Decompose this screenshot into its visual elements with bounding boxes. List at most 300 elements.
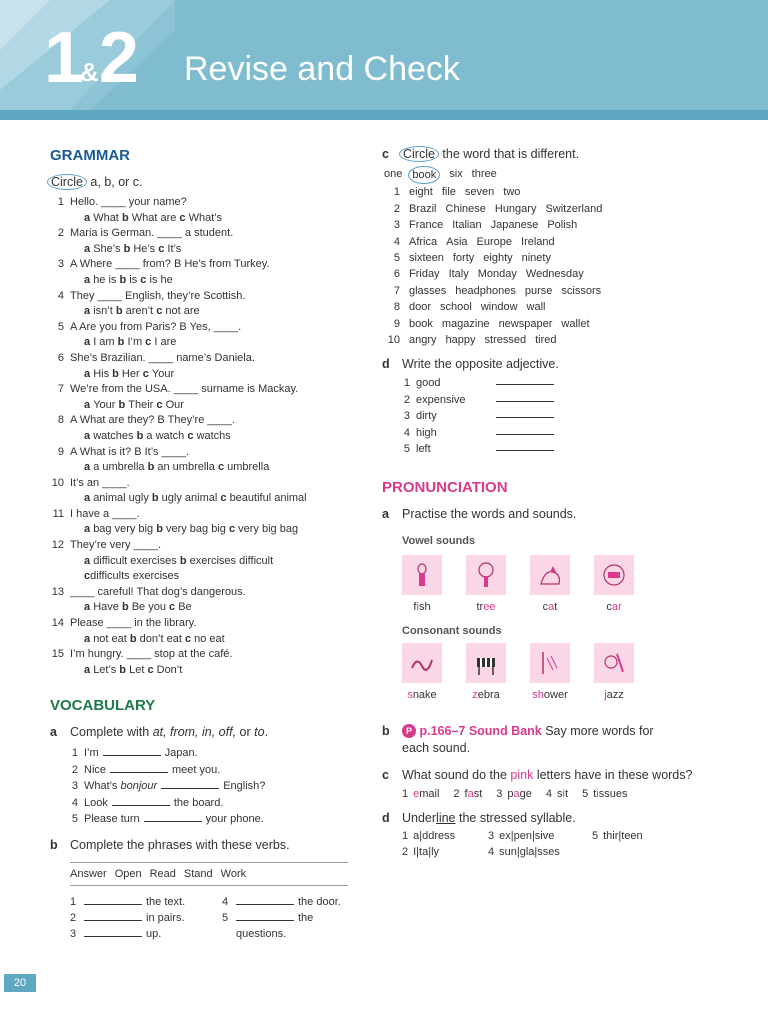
option-letter: a — [84, 663, 94, 676]
word-row — [382, 332, 742, 348]
option-c[interactable]: I are — [154, 336, 177, 349]
sound-word-item: 5 tissues — [582, 787, 628, 800]
option-letter: b — [112, 367, 122, 380]
option-c[interactable]: is he — [149, 273, 173, 286]
word-option[interactable]: Chinese — [445, 202, 486, 215]
right-column — [382, 146, 742, 864]
answer-blank[interactable] — [496, 408, 554, 418]
option-a[interactable]: a umbrella — [93, 461, 145, 474]
item-number: 12 — [51, 539, 64, 552]
option-b[interactable]: ugly animal — [161, 492, 218, 505]
item-number: 2 — [402, 845, 409, 858]
option-c[interactable]: watchs — [196, 429, 231, 442]
word-option[interactable]: Friday — [409, 268, 440, 281]
item-number: 4 — [403, 426, 410, 439]
option-b[interactable]: I’m — [127, 336, 143, 349]
answer-blank[interactable] — [112, 796, 170, 806]
vocab-b-item — [70, 926, 161, 942]
option-b[interactable]: Be you — [131, 601, 166, 614]
option-letter: a — [84, 242, 94, 255]
word-option[interactable]: happy — [445, 334, 476, 347]
phrase-text: questions. — [236, 928, 287, 941]
highlighted-sound: ar — [611, 600, 622, 613]
question-text: We’re from the USA. ____ surname is Mackay. — [70, 383, 299, 396]
italic-word: bonjour — [120, 780, 158, 793]
option-a[interactable]: Have — [93, 601, 119, 614]
banner-bottom-bar — [0, 110, 768, 120]
option-c[interactable]: Be — [178, 601, 192, 614]
word-row — [382, 184, 742, 200]
word-option[interactable]: purse — [524, 284, 553, 297]
car-icon — [599, 560, 629, 590]
item-number: 5 — [393, 252, 400, 265]
question-text: She’s Brazilian. ____ name’s Daniela. — [70, 351, 255, 364]
prompt-text: meet you. — [172, 763, 221, 776]
answer-blank[interactable] — [110, 763, 168, 773]
option-c[interactable]: What’s — [188, 211, 223, 224]
option-c[interactable]: beautiful animal — [229, 492, 307, 505]
word-row — [382, 266, 742, 282]
example-word: book — [408, 166, 440, 184]
word-option[interactable]: Africa — [409, 235, 438, 248]
option-c[interactable]: not are — [165, 305, 200, 318]
answer-blank[interactable] — [496, 392, 554, 402]
item-number: 5 — [403, 443, 410, 456]
word-option[interactable]: Europe — [476, 235, 513, 248]
option-letter: a — [84, 492, 94, 505]
answer-blank[interactable] — [84, 927, 142, 937]
option-a[interactable]: bag very big — [93, 523, 154, 536]
vocab-a-item — [50, 762, 360, 778]
grammar-item — [50, 445, 360, 476]
option-letter: a — [84, 523, 94, 536]
word-option[interactable]: wallet — [561, 317, 590, 330]
grammar-item — [50, 257, 360, 288]
option-c[interactable]: very big bag — [238, 523, 299, 536]
option-c[interactable]: Your — [151, 367, 175, 380]
word-option[interactable]: France — [409, 219, 444, 232]
prompt-text: English? — [223, 780, 266, 793]
item-number: 11 — [52, 507, 64, 520]
word-option[interactable]: Brazil — [409, 202, 437, 215]
option-letter: c — [145, 336, 155, 349]
word-option[interactable]: door — [409, 301, 432, 314]
syllable-word-item[interactable] — [488, 846, 560, 858]
syllable-word-item[interactable] — [592, 830, 643, 842]
pronunciation-heading: PRONUNCIATION — [382, 478, 508, 496]
option-a[interactable]: he is — [93, 273, 117, 286]
grammar-heading: GRAMMAR — [50, 147, 130, 164]
grammar-item — [50, 476, 360, 507]
vocab-a-item — [50, 811, 360, 827]
option-letter: b — [121, 211, 132, 224]
answer-blank[interactable] — [496, 425, 554, 435]
word-option[interactable]: wall — [526, 301, 546, 314]
word-option[interactable]: Italy — [448, 268, 469, 281]
tree-icon — [471, 560, 501, 590]
consonant-word: snake — [407, 688, 437, 701]
vowel-word: fish — [413, 600, 431, 613]
vocabulary-heading: VOCABULARY — [50, 697, 156, 715]
item-number: 9 — [393, 317, 400, 330]
option-b[interactable]: Their — [128, 398, 154, 411]
phrase-text: the door. — [298, 896, 341, 909]
item-number: 10 — [387, 334, 400, 347]
word-row — [382, 217, 742, 233]
word-option[interactable]: headphones — [455, 284, 516, 297]
vowel-card[interactable] — [530, 555, 570, 595]
word-option[interactable]: Polish — [547, 219, 578, 232]
answer-blank[interactable] — [161, 779, 219, 789]
prompt-text: your phone. — [205, 813, 264, 826]
item-number: 8 — [57, 414, 64, 427]
answer-options — [84, 335, 176, 351]
word-option[interactable]: Wednesday — [525, 268, 584, 281]
consonant-heading: Consonant sounds — [402, 624, 502, 637]
prompt-text: Japan. — [164, 747, 198, 760]
option-a[interactable]: She’s — [93, 242, 121, 255]
zebra-icon — [471, 648, 501, 678]
option-letter: b — [119, 663, 130, 676]
option-letter: b — [115, 305, 126, 318]
phrase-text: the text. — [146, 896, 186, 909]
option-a[interactable]: difficult exercises — [93, 554, 177, 567]
sound-bank-link[interactable]: p.166–7 Sound Bank — [419, 723, 542, 738]
verb-option: Work — [220, 868, 247, 881]
word-option[interactable]: Switzerland — [545, 202, 603, 215]
option-b[interactable]: aren’t — [125, 305, 154, 318]
fish-icon — [407, 560, 437, 590]
grammar-item — [50, 226, 360, 257]
question-text: Please ____ in the library. — [70, 617, 197, 630]
left-column — [50, 146, 360, 944]
word-row — [382, 316, 742, 332]
option-a[interactable]: animal ugly — [93, 492, 149, 505]
word-option[interactable]: magazine — [441, 317, 490, 330]
option-c[interactable]: Don’t — [156, 663, 183, 676]
word-option[interactable]: Asia — [446, 235, 468, 248]
option-letter: b — [151, 492, 162, 505]
word-option[interactable]: Italian — [452, 219, 482, 232]
question-text: It’s an ____. — [70, 476, 130, 489]
option-letter: b — [136, 429, 147, 442]
question-text: A What are they? B They’re ____. — [70, 414, 235, 427]
grammar-item — [50, 195, 360, 226]
highlighted-sound: i — [562, 787, 565, 800]
word-option[interactable]: seven — [464, 186, 495, 199]
option-a[interactable]: isn’t — [93, 305, 113, 318]
answer-blank[interactable] — [236, 895, 294, 905]
option-a[interactable]: watches — [93, 429, 134, 442]
phrase-text: the — [298, 912, 314, 925]
option-letter: c — [179, 211, 189, 224]
option-b[interactable]: What are — [131, 211, 177, 224]
word-option[interactable]: book — [409, 317, 433, 330]
item-number: 10 — [51, 476, 64, 489]
vowel-card[interactable] — [402, 555, 442, 595]
word-option[interactable]: sixteen — [409, 252, 444, 265]
answer-blank[interactable] — [84, 895, 142, 905]
syllable-word-item[interactable] — [488, 830, 554, 842]
option-a[interactable]: I am — [93, 336, 115, 349]
word-option[interactable]: eighty — [483, 252, 513, 265]
vocab-a-instruction: a Complete with at, from, in, off, or to. — [50, 725, 269, 740]
highlighted-sound: i — [416, 600, 419, 613]
grammar-item — [50, 616, 360, 647]
prompt-text: Please turn — [84, 813, 140, 826]
item-number: 5 — [222, 912, 229, 925]
vowel-heading: Vowel sounds — [402, 534, 476, 547]
vocab-b-list — [50, 894, 360, 944]
vocab-c-instruction: c Circle the word that is different. — [382, 147, 580, 161]
word-option[interactable]: angry — [409, 334, 437, 347]
item-number: 5 — [582, 787, 589, 800]
vocab-c-example — [382, 166, 742, 184]
syllable-word: thir|teen — [603, 829, 643, 842]
answer-options — [84, 460, 269, 476]
highlighted-sound: e — [413, 787, 420, 800]
word-option[interactable]: stressed — [484, 334, 527, 347]
item-number: 3 — [70, 928, 77, 941]
question-text: ____ careful! That dog’s dangerous. — [70, 585, 246, 598]
item-number: 1 — [71, 747, 78, 760]
word-row — [382, 283, 742, 299]
word-option[interactable]: ninety — [521, 252, 551, 265]
example-word: one — [384, 168, 403, 180]
item-number: 2 — [70, 912, 77, 925]
answer-options — [84, 491, 307, 507]
adjective-word: left — [416, 443, 431, 456]
item-number: 15 — [51, 648, 64, 661]
item-number: 2 — [57, 227, 64, 240]
answer-blank[interactable] — [84, 911, 142, 921]
option-letter: c — [158, 242, 168, 255]
syllable-word: sun|gla|sses — [499, 845, 560, 858]
vocab-c-list — [382, 184, 742, 348]
option-letter: b — [117, 336, 128, 349]
word-option[interactable]: glasses — [409, 284, 447, 297]
option-letter: c — [140, 273, 150, 286]
adjective-word: good — [416, 377, 441, 390]
option-b[interactable]: He’s — [133, 242, 156, 255]
option-b[interactable]: an umbrella — [157, 461, 215, 474]
option-letter: b — [123, 242, 134, 255]
option-letter: b — [156, 523, 166, 536]
grammar-item — [50, 382, 360, 413]
option-b[interactable]: a watch — [146, 429, 185, 442]
question-text: A What is it? B It’s ____. — [70, 445, 190, 458]
highlighted-sound: s — [407, 688, 413, 701]
item-number: 4 — [222, 896, 229, 909]
pron-d-instruction: d Underline the stressed syllable. — [382, 810, 576, 825]
consonant-card[interactable] — [402, 643, 442, 683]
option-a[interactable]: His — [93, 367, 110, 380]
adjective-item — [382, 441, 742, 457]
grammar-item — [50, 507, 360, 538]
vowel-card[interactable] — [594, 555, 634, 595]
option-a[interactable]: Let’s — [93, 663, 117, 676]
word-option[interactable]: Hungary — [494, 202, 537, 215]
prompt-text: What’s — [84, 780, 121, 793]
page-title: Revise and Check — [184, 50, 460, 88]
option-b[interactable]: exercises difficult — [189, 554, 274, 567]
question-text: Maria is German. ____ a student. — [70, 227, 234, 240]
sound-bank-badge[interactable]: P — [402, 724, 416, 738]
snake-icon — [407, 648, 437, 678]
syllable-word: I|ta|ly — [413, 845, 440, 858]
phrase-text: up. — [146, 928, 162, 941]
item-number: 8 — [393, 301, 400, 314]
word-option[interactable]: eight — [409, 186, 433, 199]
option-letter: a — [84, 211, 94, 224]
option-letter: c — [228, 523, 239, 536]
option-letter: c — [147, 663, 157, 676]
sound-word-item: 3 page — [496, 787, 532, 800]
word-option[interactable]: two — [503, 186, 521, 199]
word-option[interactable]: scissors — [561, 284, 602, 297]
option-letter: a — [84, 601, 94, 614]
option-letter: a — [84, 461, 94, 474]
item-number: 3 — [496, 787, 503, 800]
cat-icon — [535, 560, 565, 590]
highlighted-sound: a — [467, 787, 474, 800]
item-number: 3 — [393, 219, 400, 232]
question-text: They ____ English, they’re Scottish. — [70, 289, 246, 302]
item-number: 13 — [51, 585, 64, 598]
word-option[interactable]: Monday — [477, 268, 517, 281]
jazz-icon — [599, 648, 629, 678]
grammar-instruction: Circle a, b, or c. — [50, 174, 360, 191]
phrase-text: in pairs. — [146, 912, 185, 925]
option-letter: b — [118, 398, 129, 411]
unit-banner — [0, 0, 768, 120]
vocab-b-item — [222, 894, 341, 910]
option-letter: b — [147, 461, 158, 474]
option-letter: a — [84, 554, 94, 567]
item-number: 2 — [403, 393, 410, 406]
answer-options — [84, 211, 222, 227]
pron-c-list — [382, 788, 742, 800]
item-number: 4 — [71, 796, 78, 809]
consonant-word: jazz — [604, 688, 624, 701]
item-number: 5 — [592, 829, 599, 842]
vocab-a-item — [50, 745, 360, 761]
answer-options — [84, 600, 192, 616]
item-number: 9 — [57, 445, 64, 458]
option-a[interactable]: Your — [93, 398, 116, 411]
syllable-word-item[interactable] — [402, 846, 439, 858]
item-number: 3 — [57, 258, 64, 271]
syllable-word-item[interactable] — [402, 830, 455, 842]
grammar-item — [50, 538, 360, 585]
option-c[interactable]: difficults exercises — [90, 570, 180, 583]
option-letter: b — [119, 273, 130, 286]
highlighted-sound: a — [513, 787, 520, 800]
vocab-b-item — [70, 910, 185, 926]
word-option[interactable]: Japanese — [490, 219, 539, 232]
answer-blank[interactable] — [236, 911, 294, 921]
highlighted-sound: z — [472, 688, 478, 701]
item-number: 2 — [71, 763, 78, 776]
option-b[interactable]: Let — [129, 663, 145, 676]
word-option[interactable]: newspaper — [498, 317, 553, 330]
highlighted-sound: i — [596, 787, 599, 800]
option-b[interactable]: don’t eat — [139, 632, 182, 645]
adjective-word: expensive — [416, 393, 466, 406]
option-c[interactable]: Our — [165, 398, 184, 411]
option-letter: c — [156, 305, 166, 318]
word-option[interactable]: school — [440, 301, 472, 314]
vowel-word: tree — [476, 600, 496, 613]
example-word: six — [449, 168, 463, 180]
option-letter: c — [184, 632, 195, 645]
word-row — [382, 234, 742, 250]
consonant-card[interactable] — [530, 643, 570, 683]
page-number: 20 — [4, 974, 36, 992]
answer-blank[interactable] — [144, 812, 202, 822]
option-letter: b — [121, 601, 132, 614]
word-option[interactable]: Ireland — [521, 235, 555, 248]
option-b[interactable]: Her — [121, 367, 140, 380]
grammar-item — [50, 289, 360, 320]
question-text: They’re very ____. — [70, 539, 162, 552]
item-number: 2 — [453, 787, 460, 800]
item-number: 4 — [488, 845, 495, 858]
consonant-card[interactable] — [594, 643, 634, 683]
pron-b-instruction: b P p.166–7 Sound Bank Say more words for each sound. — [382, 723, 654, 755]
verb-option: Read — [149, 868, 176, 881]
answer-blank[interactable] — [103, 746, 161, 756]
consonant-card[interactable] — [466, 643, 506, 683]
grammar-item — [50, 647, 360, 678]
adjective-item — [382, 392, 742, 408]
item-number: 7 — [393, 284, 400, 297]
word-option[interactable]: file — [441, 186, 456, 199]
word-option[interactable]: forty — [452, 252, 475, 265]
word-option[interactable]: tired — [535, 334, 557, 347]
option-letter: a — [84, 632, 94, 645]
option-a[interactable]: What — [93, 211, 119, 224]
answer-options — [84, 367, 174, 383]
option-letter: c — [220, 492, 230, 505]
grammar-item — [50, 585, 360, 616]
syllable-word: ex|pen|sive — [499, 829, 555, 842]
vowel-word: cat — [542, 600, 558, 613]
option-c[interactable]: umbrella — [227, 461, 270, 474]
word-option[interactable]: window — [480, 301, 518, 314]
answer-blank[interactable] — [496, 375, 554, 385]
sound-cards-area — [382, 529, 742, 711]
grammar-list — [50, 195, 360, 678]
option-c[interactable]: no eat — [194, 632, 225, 645]
answer-blank[interactable] — [496, 441, 554, 451]
adjective-item — [382, 408, 742, 424]
highlighted-sound: a — [548, 600, 555, 613]
item-number: 4 — [57, 289, 64, 302]
option-b[interactable]: is — [129, 273, 138, 286]
option-letter: b — [179, 554, 190, 567]
vowel-card[interactable] — [466, 555, 506, 595]
answer-options — [84, 663, 182, 679]
item-number: 3 — [488, 829, 495, 842]
vowel-word: car — [606, 600, 622, 613]
option-a[interactable]: not eat — [93, 632, 127, 645]
option-c[interactable]: It’s — [167, 242, 182, 255]
vocab-b-item — [222, 910, 313, 942]
option-b[interactable]: very bag big — [165, 523, 226, 536]
grammar-item — [50, 351, 360, 382]
sound-word-item: 2 fast — [453, 787, 483, 800]
